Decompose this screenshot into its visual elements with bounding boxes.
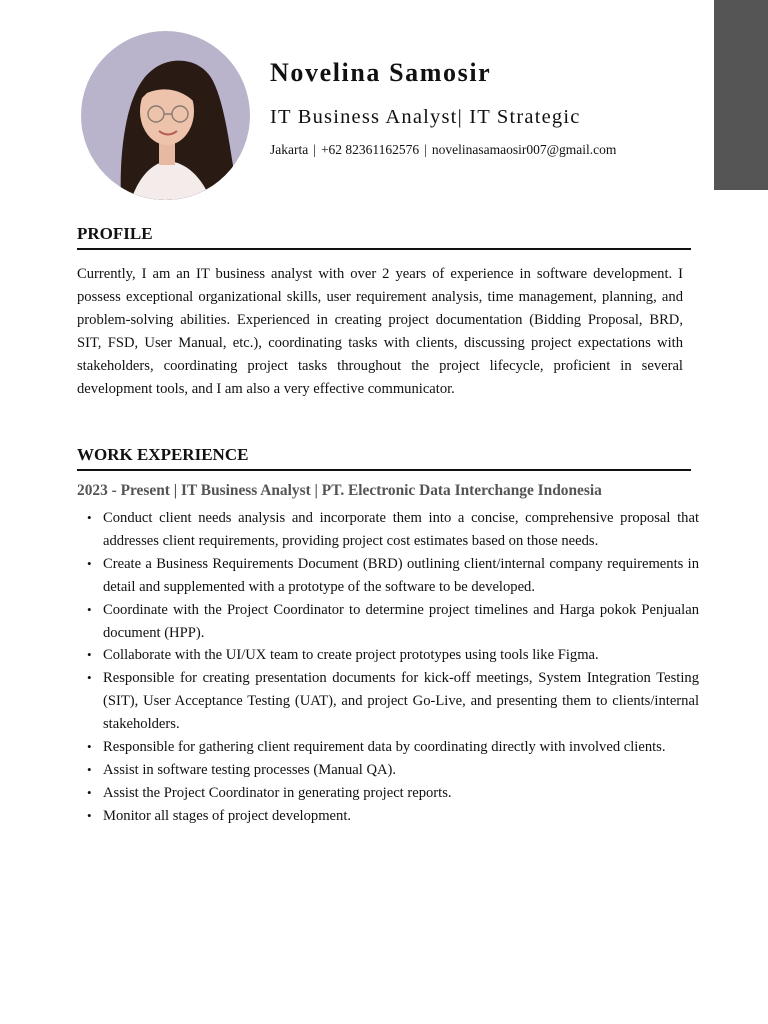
duty-text: Responsible for gathering client requirement data by coordinating directly with involved clients. bbox=[103, 739, 666, 756]
corner-accent-block bbox=[714, 0, 768, 190]
duty-text: Monitor all stages of project development. bbox=[103, 807, 352, 824]
contact-city: Jakarta bbox=[270, 142, 309, 157]
list-item bbox=[87, 599, 699, 645]
bullet-icon: • bbox=[87, 601, 92, 617]
duty-text: Assist the Project Coordinator in generating project reports. bbox=[103, 784, 452, 801]
duty-text: Responsible for creating presentation documents for kick-off meetings, System Integration Testing (SIT), User Acceptance Testing (UAT), and project Go-Live, and presenting them to clients/internal stakeholders. bbox=[103, 670, 699, 733]
duty-text: Conduct client needs analysis and incorporate them into a concise, comprehensive proposal that addresses client requirements, providing project cost estimates based on those needs. bbox=[103, 510, 699, 549]
work-experience-divider bbox=[77, 469, 691, 471]
list-item bbox=[87, 805, 699, 828]
duty-text: Coordinate with the Project Coordinator to determine project timelines and Harga pokok Penjualan document (HPP). bbox=[103, 601, 699, 641]
contact-separator: | bbox=[424, 142, 427, 157]
bullet-icon: • bbox=[87, 510, 92, 525]
profile-summary: Currently, I am an IT business analyst with over 2 years of experience in software development. I possess exceptional organizational skills, user requirement analysis, time management, planning, and problem-solving abilities. Experienced in creating project documentation (Bidding Proposal, BRD, SIT, FSD, User Manual, etc.), coordinating tasks with clients, discussing project expectations with stakeholders, coordinating project tasks throughout the project lifecycle, proficient in several development tools, and I am also a very effective communicator. bbox=[77, 266, 683, 397]
job-heading: 2023 - Present | IT Business Analyst | PT. Electronic Data Interchange Indonesia bbox=[77, 482, 602, 499]
job-title: IT Business Analyst| IT Strategic bbox=[270, 106, 581, 128]
bullet-icon: • bbox=[87, 784, 92, 800]
profile-heading: PROFILE bbox=[77, 224, 153, 243]
bullet-icon: • bbox=[87, 647, 92, 663]
list-item bbox=[87, 782, 699, 805]
list-item bbox=[87, 759, 699, 782]
duty-text: Collaborate with the UI/UX team to create project prototypes using tools like Figma. bbox=[103, 647, 599, 664]
bullet-icon: • bbox=[87, 739, 92, 755]
work-experience-heading: WORK EXPERIENCE bbox=[77, 445, 249, 464]
list-item bbox=[87, 736, 699, 759]
profile-photo-illustration bbox=[81, 31, 250, 200]
contact-separator: | bbox=[313, 142, 316, 157]
candidate-name: Novelina Samosir bbox=[270, 58, 492, 87]
list-item bbox=[87, 644, 699, 667]
bullet-icon: • bbox=[87, 670, 92, 686]
job-duties-list bbox=[87, 507, 699, 828]
contact-email: novelinasamaosir007@gmail.com bbox=[431, 142, 617, 157]
contact-line bbox=[270, 142, 616, 158]
bullet-icon: • bbox=[87, 555, 92, 571]
duty-text: Create a Business Requirements Document (BRD) outlining client/internal company requirements in detail and supplemented with a prototype of the software to be developed. bbox=[103, 555, 699, 595]
contact-phone: +62 82361162576 bbox=[320, 142, 420, 157]
profile-photo bbox=[81, 31, 250, 200]
duty-text: Assist in software testing processes (Manual QA). bbox=[103, 761, 397, 778]
list-item bbox=[87, 553, 699, 599]
profile-divider bbox=[77, 248, 691, 250]
list-item bbox=[87, 667, 699, 736]
list-item bbox=[87, 507, 699, 553]
bullet-icon: • bbox=[87, 761, 92, 777]
bullet-icon: • bbox=[87, 807, 92, 823]
